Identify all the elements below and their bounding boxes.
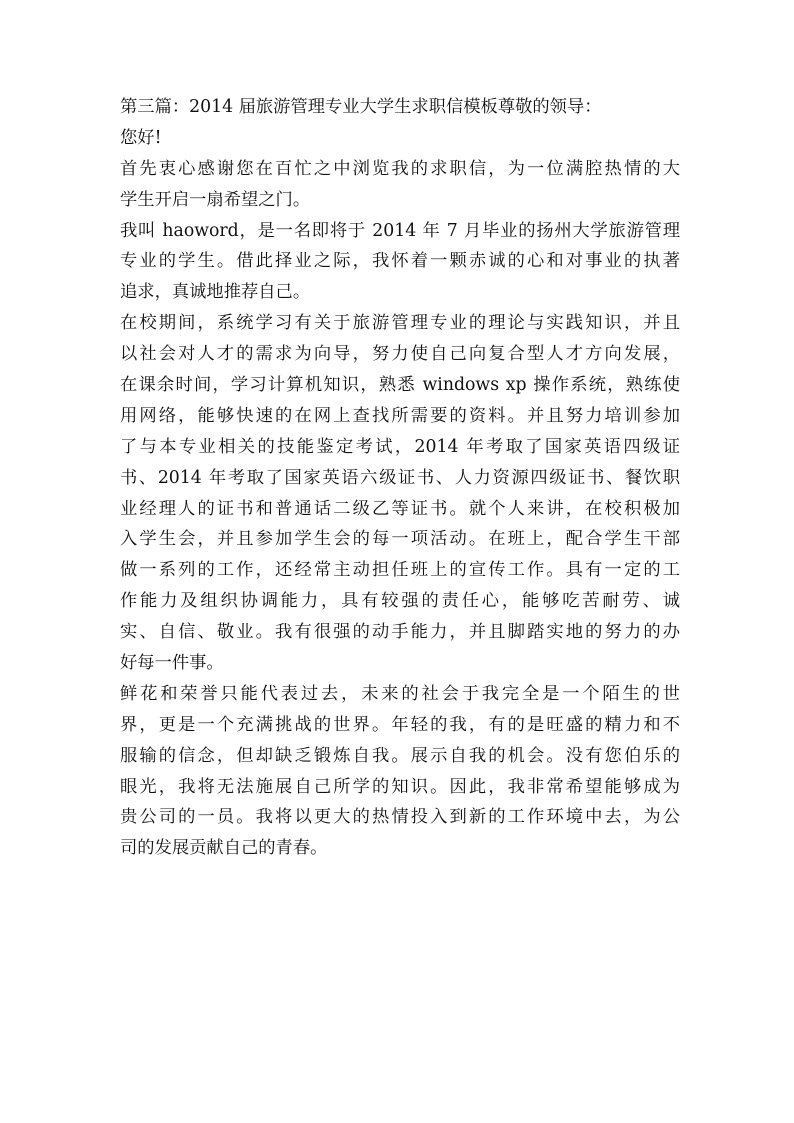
paragraph-4-line-2: 界，更是一个充满挑战的世界。年轻的我，有的是旺盛的精力和不 xyxy=(120,714,680,735)
paragraph-4-line-1: 鲜花和荣誉只能代表过去，未来的社会于我完全是一个陌生的世 xyxy=(120,683,680,704)
paragraph-3-line-2: 以社会对人才的需求为向导，努力使自己向复合型人才方向发展， xyxy=(120,344,680,365)
paragraph-3-line-4: 用网络，能够快速的在网上查找所需要的资料。并且努力培训参加 xyxy=(120,405,680,426)
paragraph-2-line-3: 追求，真诚地推荐自己。 xyxy=(120,282,311,303)
document-body xyxy=(120,92,680,864)
paragraph-1-line-2: 学生开启一扇希望之门。 xyxy=(120,189,311,210)
greeting-line: 您好! xyxy=(120,127,162,148)
paragraph-4-line-5: 贵公司的一员。我将以更大的热情投入到新的工作环境中去，为公 xyxy=(120,807,680,828)
paragraph-4-line-6: 司的发展贡献自己的青春。 xyxy=(120,838,328,859)
paragraph-3-line-1: 在校期间，系统学习有关于旅游管理专业的理论与实践知识，并且 xyxy=(120,313,680,334)
paragraph-3-line-9: 做一系列的工作，还经常主动担任班上的宣传工作。具有一定的工 xyxy=(120,560,680,581)
paragraph-1-line-1: 首先衷心感谢您在百忙之中浏览我的求职信，为一位满腔热情的大 xyxy=(120,158,680,179)
paragraph-2-line-2: 专业的学生。借此择业之际，我怀着一颗赤诚的心和对事业的执著 xyxy=(120,251,680,272)
document-title-line: 第三篇：2014 届旅游管理专业大学生求职信模板尊敬的领导： xyxy=(120,97,602,117)
paragraph-3-line-6: 书、2014 年考取了国家英语六级证书、人力资源四级证书、餐饮职 xyxy=(120,467,680,488)
paragraph-3-line-3: 在课余时间，学习计算机知识，熟悉 windows xp 操作系统，熟练使 xyxy=(120,375,680,396)
paragraph-3-line-10: 作能力及组织协调能力，具有较强的责任心，能够吃苦耐劳、诚 xyxy=(120,591,680,612)
paragraph-2-line-1: 我叫 haoword，是一名即将于 2014 年 7 月毕业的扬州大学旅游管理 xyxy=(120,220,680,241)
paragraph-3-line-7: 业经理人的证书和普通话二级乙等证书。就个人来讲，在校积极加 xyxy=(120,498,680,519)
paragraph-4-line-3: 服输的信念，但却缺乏锻炼自我。展示自我的机会。没有您伯乐的 xyxy=(120,745,680,766)
paragraph-3-line-8: 入学生会，并且参加学生会的每一项活动。在班上，配合学生干部 xyxy=(120,529,680,550)
paragraph-3-line-11: 实、自信、敬业。我有很强的动手能力，并且脚踏实地的努力的办 xyxy=(120,622,680,643)
paragraph-3-line-12: 好每一件事。 xyxy=(120,653,224,674)
paragraph-4-line-4: 眼光，我将无法施展自己所学的知识。因此，我非常希望能够成为 xyxy=(120,776,680,797)
paragraph-3-line-5: 了与本专业相关的技能鉴定考试，2014 年考取了国家英语四级证 xyxy=(120,436,680,457)
